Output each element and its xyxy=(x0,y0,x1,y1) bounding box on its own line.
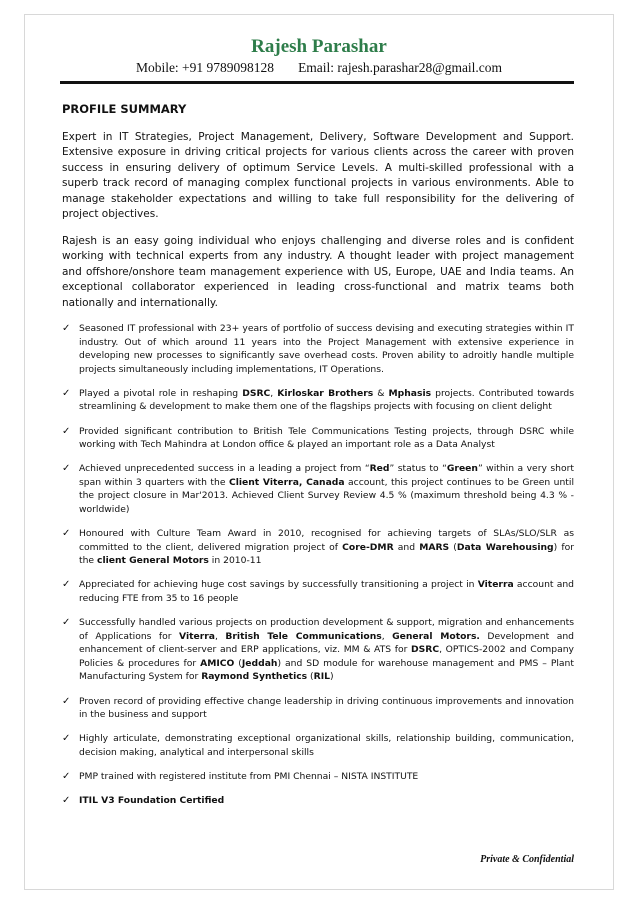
achievement-item xyxy=(62,695,574,722)
candidate-name: Rajesh Parashar xyxy=(251,36,387,57)
checkmark-icon: ✓ xyxy=(62,770,71,782)
achievement-item xyxy=(62,732,574,759)
contact-line xyxy=(0,60,638,76)
achievement-item xyxy=(62,462,574,516)
checkmark-icon: ✓ xyxy=(62,463,71,475)
achievement-item xyxy=(62,425,574,452)
item-text: Seasoned IT professional with 23+ years of portfolio of success devising and executing strategies within IT industry. Out of which around 11 years into the Project Management with extensive experience in developing new processes to significantly save overhead costs. Proven ability to adroitly handle multiple projects simultaneously including implementations, IT Operations. xyxy=(79,323,574,375)
emphasis-text: Viterra xyxy=(477,579,514,591)
item-text: ( xyxy=(307,671,314,683)
item-text: Achieved unprecedented success in a leading a project from “ xyxy=(79,463,370,475)
item-text: , xyxy=(215,630,226,642)
emphasis-text: British Tele Communications xyxy=(225,630,382,642)
checkmark-icon: ✓ xyxy=(62,323,71,334)
achievement-item xyxy=(62,770,574,784)
achievement-item xyxy=(62,616,574,684)
item-text: and xyxy=(393,541,420,553)
emphasis-text: Kirloskar Brothers xyxy=(277,387,374,399)
item-text: ( xyxy=(449,541,457,553)
checkmark-icon: ✓ xyxy=(62,617,71,629)
item-text: , xyxy=(381,630,393,642)
checkmark-icon: ✓ xyxy=(62,579,71,591)
item-text: Provided significant contribution to British Tele Communications Testing projects, through DSRC while working with Tech Mahindra at London office & played an important role as a Data Analyst xyxy=(79,425,574,451)
emphasis-text: Data Warehousing xyxy=(456,541,554,553)
item-text: account and reducing FTE from 35 to 16 people xyxy=(79,579,574,604)
item-text: projects. Contributed towards streamlining & development to make them one of the flagships projects with focusing on client delight xyxy=(79,387,574,413)
achievement-item xyxy=(62,322,574,376)
section-heading: PROFILE SUMMARY xyxy=(62,102,187,116)
header-divider xyxy=(60,81,574,84)
emphasis-text: ITIL V3 Foundation Certified xyxy=(79,795,225,807)
checkmark-icon: ✓ xyxy=(62,795,71,807)
checkmark-icon: ✓ xyxy=(62,528,71,540)
confidential-footer: Private & Confidential xyxy=(480,854,574,865)
item-text: & xyxy=(373,387,389,399)
item-text: account, this project continues to be Green until the project closure in Mar'2013. Achieved Client Survey Review 4.5 % (maximum threshold being 4.3 % - worldwide) xyxy=(79,476,574,516)
checkmark-icon: ✓ xyxy=(62,733,71,745)
emphasis-text: Viterra xyxy=(179,630,215,642)
achievement-item xyxy=(62,387,574,414)
emphasis-text: Client Viterra, Canada xyxy=(228,476,345,488)
item-text: Appreciated for achieving huge cost savings by successfully transitioning a project in xyxy=(79,579,478,591)
achievement-item xyxy=(62,794,574,808)
item-text: ) and SD module for warehouse management and PMS – Plant Manufacturing System for xyxy=(79,657,574,683)
achievement-list xyxy=(62,322,574,808)
emphasis-text: MARS xyxy=(419,541,450,553)
item-text: , xyxy=(270,387,278,399)
emphasis-text: Mphasis xyxy=(388,387,432,399)
item-text: Proven record of providing effective change leadership in driving continuous improvements and innovation in the business and support xyxy=(79,695,574,721)
checkmark-icon: ✓ xyxy=(62,387,71,399)
item-text: Played a pivotal role in reshaping xyxy=(79,387,243,399)
emphasis-text: RIL xyxy=(313,671,331,683)
emphasis-text: Jeddah xyxy=(241,657,278,669)
item-text: ” within a very short span within 3 quarters with the xyxy=(79,463,574,488)
item-text: PMP trained with registered institute from PMI Chennai – NISTA INSTITUTE xyxy=(79,770,419,782)
emphasis-text: Core-DMR xyxy=(342,541,394,553)
summary-paragraph-2: Rajesh is an easy going individual who enjoys challenging and diverse roles and is confident working with technical experts from any industry. A thought leader with project management and offshore/onshore team management experience with US, Europe, UAE and India teams. An exceptional collaborator experienced in leading cross-functional and matrix teams both nationally and internationally. xyxy=(62,234,574,309)
emphasis-text: AMICO xyxy=(200,657,235,669)
email-address: Email: rajesh.parashar28@gmail.com xyxy=(298,60,503,75)
checkmark-icon: ✓ xyxy=(62,425,71,437)
checkmark-icon: ✓ xyxy=(62,695,71,707)
item-text: ( xyxy=(234,657,242,669)
profile-summary-section xyxy=(62,102,574,818)
emphasis-text: client General Motors xyxy=(97,555,209,567)
item-text: Development and enhancement of client-server and ERP applications, viz. MM & ATS for xyxy=(79,630,575,656)
item-text: Highly articulate, demonstrating exceptional organizational skills, relationship building, communication, decision making, analytical and interpersonal skills xyxy=(79,733,574,758)
emphasis-text: Raymond Synthetics xyxy=(201,671,308,683)
emphasis-text: Green xyxy=(446,463,478,475)
item-text: Successfully handled various projects on production development & support, migration and enhancements of Applications for xyxy=(79,617,574,642)
achievement-item xyxy=(62,578,574,605)
item-text: in 2010-11 xyxy=(208,555,262,567)
emphasis-text: Red xyxy=(369,463,390,475)
item-text: ) for the xyxy=(79,541,574,567)
item-text: Honoured with Culture Team Award in 2010, recognised for achieving targets of SLAs/SLO/SLR as committed to the client, delivered migration project of xyxy=(79,528,574,553)
emphasis-text: DSRC xyxy=(411,644,440,656)
emphasis-text: General Motors. xyxy=(392,630,480,642)
achievement-item xyxy=(62,527,574,568)
emphasis-text: DSRC xyxy=(242,387,271,399)
item-text: , OPTICS-2002 and Company Policies & procedures for xyxy=(79,644,574,669)
item-text: ” status to “ xyxy=(389,463,447,475)
summary-paragraph-1: Expert in IT Strategies, Project Management, Delivery, Software Development and Support. Extensive exposure in driving critical projects for various clients across the career with proven success in ensuring delivery of optimum Service Levels. A multi-skilled professional with a superb track record of managing complex functional projects in various environments. Able to manage stakeholder expectations and willing to take full responsibility for the delivering of project objectives. xyxy=(62,130,574,220)
item-text: ) xyxy=(330,671,334,683)
mobile-number: Mobile: +91 9789098128 xyxy=(135,60,275,75)
